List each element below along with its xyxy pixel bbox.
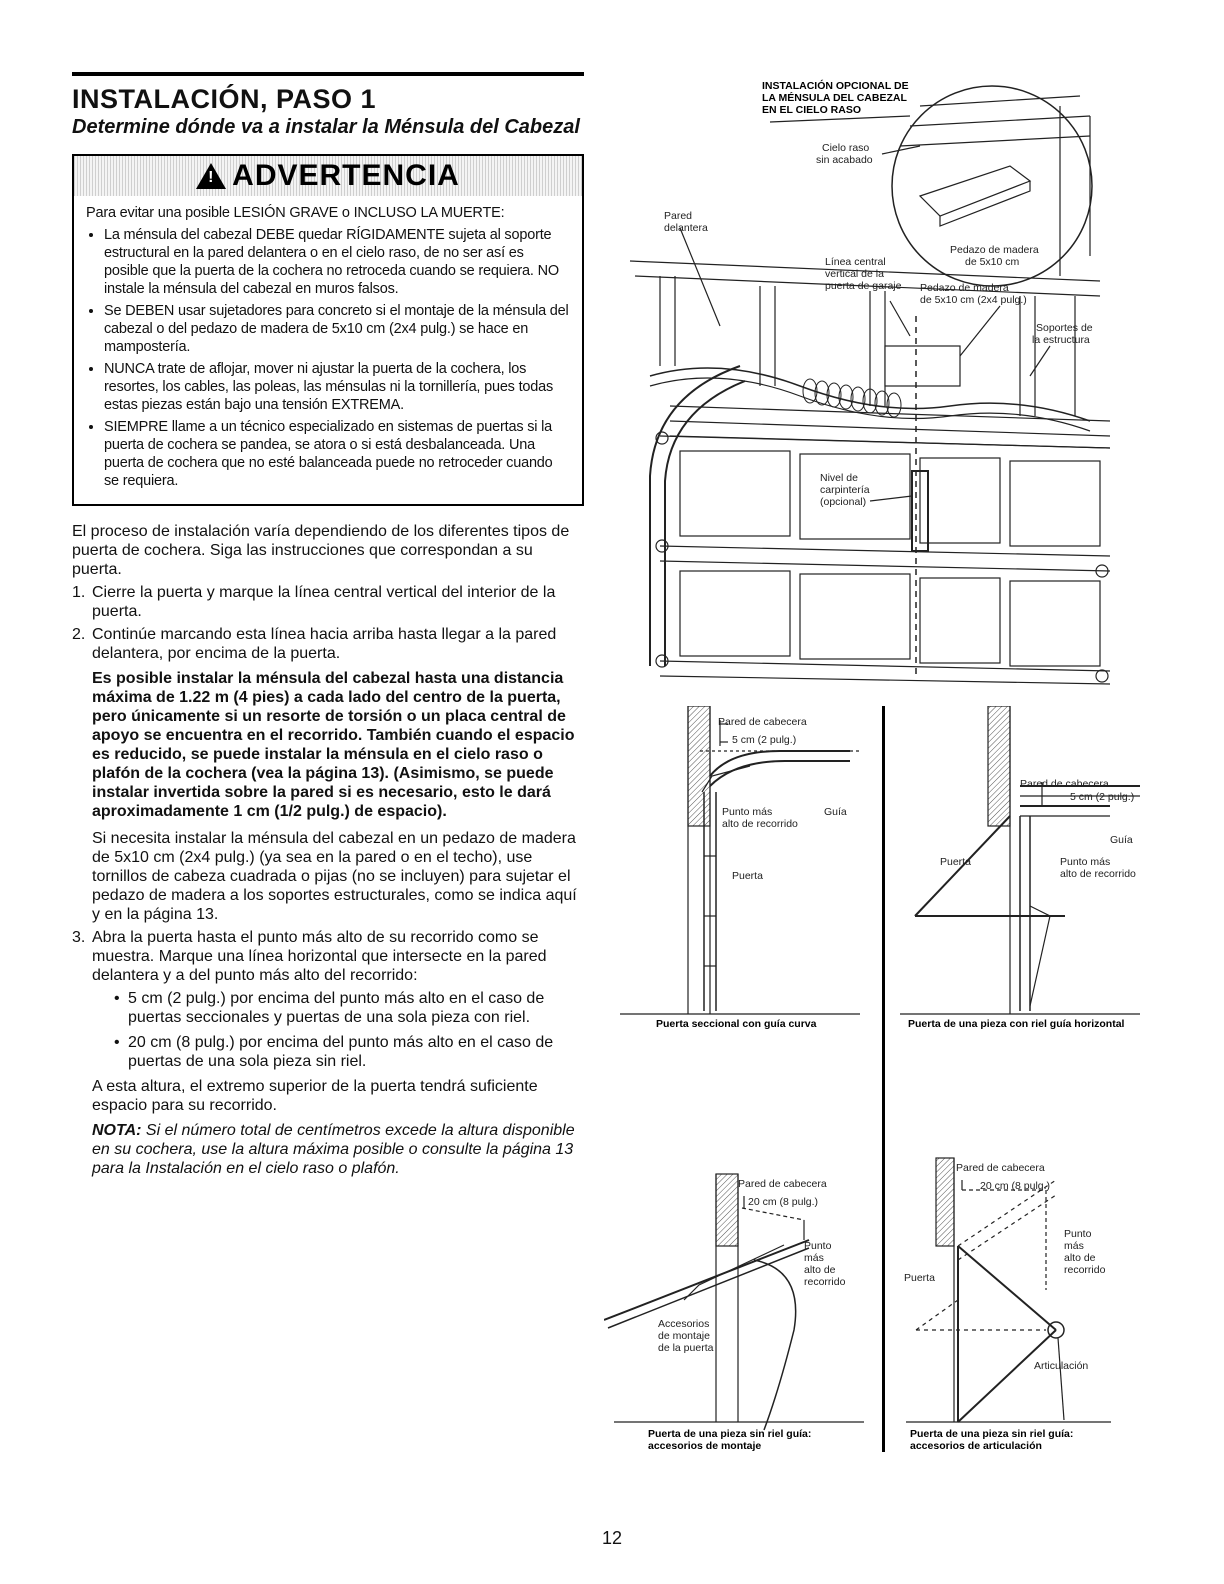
label-circle-pedazo-2: de 5x10 cm xyxy=(965,256,1020,268)
figure-one-piece-no-track-mount xyxy=(604,1150,874,1455)
label-cielo-2: sin acabado xyxy=(816,154,873,166)
caption-mount-1: Puerta de una pieza sin riel guía: xyxy=(648,1428,812,1440)
label-20cm: 20 cm (8 pulg.) xyxy=(748,1196,819,1208)
warning-heading: ADVERTENCIA xyxy=(232,159,460,192)
ceiling-option-title-3: EN EL CIELO RASO xyxy=(762,104,861,116)
label-punto-2: más xyxy=(1064,1240,1084,1252)
label-circle-pedazo-1: Pedazo de madera xyxy=(950,244,1039,256)
warning-box xyxy=(72,154,584,506)
warning-intro: Para evitar una posible LESIÓN GRAVE o INCLUSO LA MUERTE: xyxy=(86,205,505,221)
label-linea-1: Línea central xyxy=(825,256,886,268)
page-title: INSTALACIÓN, PASO 1 xyxy=(72,84,377,114)
label-nivel-3: (opcional) xyxy=(820,496,867,508)
label-accesorios-3: de la puerta xyxy=(658,1342,714,1354)
figure-sectional-curved xyxy=(620,706,870,1036)
step-2-bold-note: Es posible instalar la ménsula del cabezal hasta una distancia máxima de 1.22 m (4 pies) a cada lado del centro de la puerta, pero únicamente si un resorte de torsión o un placa central de apoyo se encuentra en el recorrido. También cuando el espacio es reducido, se puede instalar la ménsula en el cielo raso o plafón de la cochera (vea la página 13). (Asimismo, se puede instalar invertida sobre la pared si es necesario, esto le dará aproximadamente 1 cm (1/2 pulg.) de espacio). xyxy=(92,670,575,820)
label-nivel-1: Nivel de xyxy=(820,472,858,484)
warning-item: • Se DEBEN usar sujetadores para concreto si el montaje de la ménsula del cabezal o del pedazo de madera de 5x10 cm (2x4 pulg.) se hace en mampostería. xyxy=(104,302,570,356)
label-pared-cabecera: Pared de cabecera xyxy=(956,1162,1045,1174)
label-punto-1: Punto xyxy=(1064,1228,1092,1240)
step-2-extra: Si necesita instalar la ménsula del cabezal en un pedazo de madera de 5x10 cm (2x4 pulg.) (ya sea en la pared o en el techo), use tornillos de cabeza cuadrada o pijas (no se incluyen) para sujetar el pedazo de madera a los soportes estructurales, como se indica aquí y en la página 13. xyxy=(92,830,577,923)
label-puerta: Puerta xyxy=(732,870,763,882)
caption-hinge-2: accesorios de articulación xyxy=(910,1440,1042,1452)
warning-triangle-icon xyxy=(196,163,226,189)
page-subtitle: Determine dónde va a instalar la Ménsula del Cabezal xyxy=(72,116,580,138)
label-punto-4: recorrido xyxy=(1064,1264,1106,1276)
step-3-bullet: • 5 cm (2 pulg.) por encima del punto más alto en el caso de puertas seccionales y puertas de una sola pieza con riel. xyxy=(110,989,584,1027)
label-pared-cabecera: Pared de cabecera xyxy=(738,1178,827,1190)
label-pared-2: delantera xyxy=(664,222,708,234)
page-number: 12 xyxy=(601,1528,623,1548)
figure-one-piece-track xyxy=(900,706,1150,1036)
left-column xyxy=(72,72,584,1182)
label-soportes-2: la estructura xyxy=(1032,334,1090,346)
label-guia: Guía xyxy=(1110,834,1133,846)
label-pared-1: Pared xyxy=(664,210,693,222)
main-figure xyxy=(620,76,1120,686)
label-20cm: 20 cm (8 pulg.) xyxy=(980,1180,1051,1192)
label-punto-1: Punto más xyxy=(722,806,773,818)
label-5cm: 5 cm (2 pulg.) xyxy=(1070,791,1135,803)
label-pared-cabecera: Pared de cabecera xyxy=(718,716,807,728)
label-pared-cabecera: Pared de cabecera xyxy=(1020,778,1109,790)
label-accesorios-2: de montaje xyxy=(658,1330,710,1342)
label-linea-2: vertical de la xyxy=(825,268,884,280)
label-nivel-2: carpintería xyxy=(820,484,870,496)
label-articulacion: Articulación xyxy=(1034,1360,1089,1372)
label-pedazo-2: de 5x10 cm (2x4 pulg.) xyxy=(920,294,1027,306)
warning-item: • NUNCA trate de aflojar, mover ni ajustar la puerta de la cochera, los resortes, los cables, las poleas, las ménsulas ni la tornillería, pues todas estas piezas están bajo una tensión EXTREMA. xyxy=(104,360,570,414)
label-punto-3: alto de xyxy=(1064,1252,1096,1264)
label-punto-2: alto de recorrido xyxy=(1060,868,1136,880)
label-punto-4: recorrido xyxy=(804,1276,846,1288)
ceiling-option-title-1: INSTALACIÓN OPCIONAL DE xyxy=(762,80,909,92)
step-3-bullet: • 20 cm (8 pulg.) por encima del punto más alto en el caso de puertas de una sola pieza sin riel. xyxy=(110,1033,584,1071)
intro-paragraph: El proceso de instalación varía dependiendo de los diferentes tipos de puerta de cochera. Siga las instrucciones que correspondan a su puerta. xyxy=(72,523,570,578)
step-3-bullets xyxy=(110,989,584,1071)
label-punto-3: alto de xyxy=(804,1264,836,1276)
label-linea-3: puerta de garaje xyxy=(825,280,902,292)
note xyxy=(92,1121,584,1178)
label-accesorios-1: Accesorios xyxy=(658,1318,710,1330)
step-3-after: A esta altura, el extremo superior de la puerta tendrá suficiente espacio para su recorrido. xyxy=(92,1078,538,1114)
label-cielo-1: Cielo raso xyxy=(822,142,870,154)
warning-item: • SIEMPRE llame a un técnico especializado en sistemas de puertas si la puerta de cochera se pandea, se atora o si está desbalanceada. Una puerta de cochera que no esté balanceada puede no retroceder cuando se requiera. xyxy=(104,418,570,490)
caption-sectional-curved: Puerta seccional con guía curva xyxy=(656,1018,817,1030)
label-pedazo-1: Pedazo de madera xyxy=(920,282,1009,294)
step-3: 3. Abra la puerta hasta el punto más alto de su recorrido como se muestra. Marque una línea horizontal que intersecte en la pared delantera y a del punto más alto del recorrido: • 5 cm (2 pulg.) por encima del punto más alto en el caso de puertas seccionales y puertas de una sola pieza con riel. • 20 cm (8 pulg.) por encima del punto más alto en el caso de puertas de una sola pieza sin riel. A esta altura, el extremo superior de la puerta tendrá suficiente espacio para su recorrido. NOTA: Si el número total de centímetros excede la altura disponible en su cochera, use la altura máxima posible o consulte la página 13 para la Instalación en el cielo raso o plafón. xyxy=(72,928,584,1178)
ceiling-option-title-2: LA MÉNSULA DEL CABEZAL xyxy=(762,92,907,104)
caption-one-piece-track: Puerta de una pieza con riel guía horizontal xyxy=(908,1018,1125,1030)
warning-list xyxy=(86,226,570,490)
garage-door-illustration xyxy=(620,76,1120,686)
figure-separator xyxy=(882,1022,885,1452)
label-punto-1: Punto xyxy=(804,1240,832,1252)
step-1: 1. Cierre la puerta y marque la línea central vertical del interior de la puerta. xyxy=(72,584,556,620)
label-punto-2: alto de recorrido xyxy=(722,818,798,830)
note-label: NOTA: xyxy=(92,1122,142,1139)
label-guia: Guía xyxy=(824,806,847,818)
step-2: 2. Continúe marcando esta línea hacia arriba hasta llegar a la pared delantera, por encima de la puerta. Es posible instalar la ménsula del cabezal hasta una distancia máxima de 1.22 m (4 pies) a cada lado del centro de la puerta, pero únicamente si un resorte de torsión o un placa central de apoyo se encuentra en el recorrido. También cuando el espacio es reducido, se puede instalar la ménsula en el cielo raso o plafón de la cochera (vea la página 13). (Asimismo, se puede instalar invertida sobre la pared si es necesario, esto le dará aproximadamente 1 cm (1/2 pulg.) de espacio). Si necesita instalar la ménsula del cabezal en un pedazo de madera de 5x10 cm (2x4 pulg.) (ya sea en la pared o en el techo), use tornillos de cabeza cuadrada o pijas (no se incluyen) para sujetar el pedazo de madera a los soportes estructurales, como se indica aquí y en la página 13. xyxy=(72,625,584,924)
label-punto-1: Punto más xyxy=(1060,856,1111,868)
instructions-body xyxy=(72,522,584,1178)
label-5cm: 5 cm (2 pulg.) xyxy=(732,734,797,746)
label-punto-2: más xyxy=(804,1252,824,1264)
steps-list xyxy=(72,583,584,1178)
figure-one-piece-no-track-hinge xyxy=(896,1150,1136,1455)
caption-mount-2: accesorios de montaje xyxy=(648,1440,762,1452)
title-rule xyxy=(72,72,584,76)
figure-separator xyxy=(882,706,885,1076)
warning-item: • La ménsula del cabezal DEBE quedar RÍGIDAMENTE sujeta al soporte estructural en la pared delantera o en el cielo raso, de no ser así es posible que la puerta de la cochera no retroceda cuando se requiera. NO instale la ménsula del cabezal en muros falsos. xyxy=(104,226,570,298)
label-puerta: Puerta xyxy=(940,856,971,868)
note-text: Si el número total de centímetros excede la altura disponible en su cochera, use la altura máxima posible o consulte la página 13 para la Instalación en el cielo raso o plafón. xyxy=(92,1122,575,1177)
caption-hinge-1: Puerta de una pieza sin riel guía: xyxy=(910,1428,1074,1440)
warning-header xyxy=(74,156,582,196)
label-soportes-1: Soportes de xyxy=(1036,322,1093,334)
label-puerta: Puerta xyxy=(904,1272,935,1284)
